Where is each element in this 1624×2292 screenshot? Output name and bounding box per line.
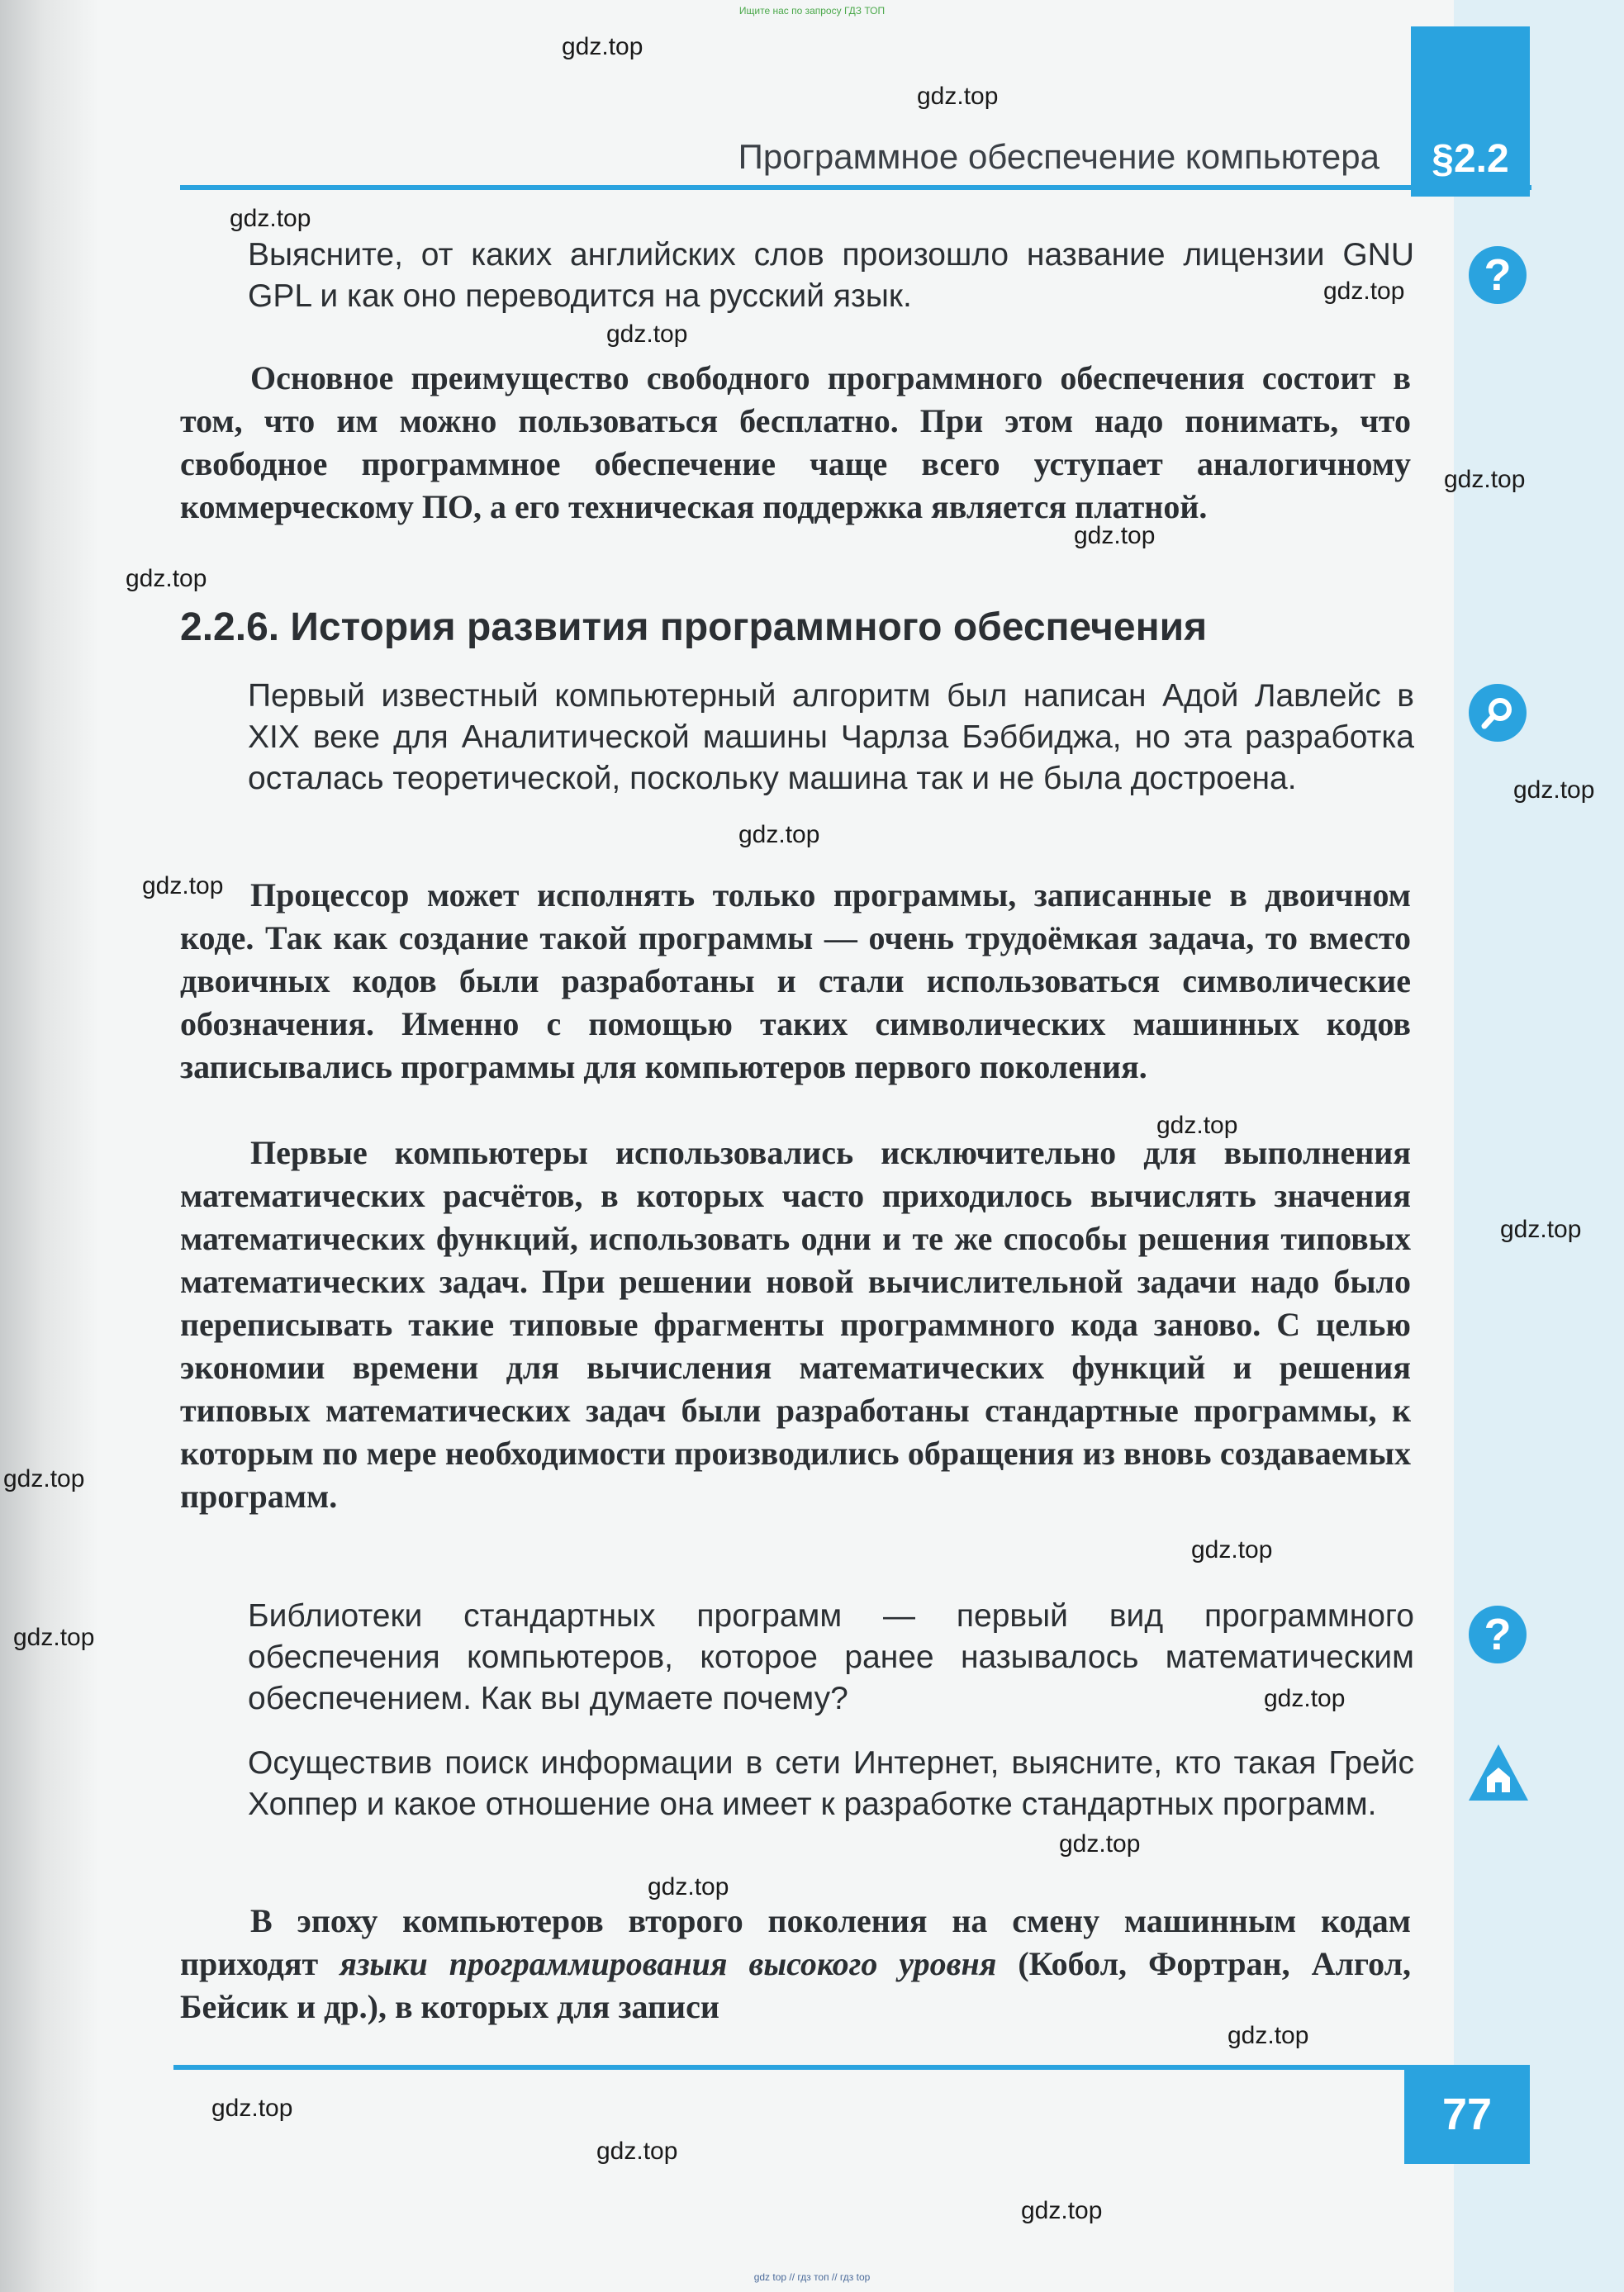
paragraph-text: Первые компьютеры использовались исключительно для выполнения математических расчётов, в которых часто приходилось вычислять значения математических функций, использовать одни и те же способы решения типовых математических задач. При решении новой вычислительной задачи надо было переписывать такие типовые фрагменты программного кода заново. С целью экономии времени для вычисления математических функций и решения типовых математических задач были разработаны стандартные программы, к которым по мере необходимости производились обращения из вновь создаваемых программ. xyxy=(180,1134,1411,1515)
page-number: 77 xyxy=(1404,2065,1530,2164)
question-block-2 xyxy=(248,1596,1414,1720)
book-spine-shadow xyxy=(0,0,99,2292)
watermark: gdz.top xyxy=(13,1624,95,1651)
text-run: В эпоху компьютеров второго поколения на смену машинным кодам приходят xyxy=(180,1902,1411,1982)
paragraph-3 xyxy=(180,1132,1411,1518)
watermark: gdz.top xyxy=(1323,278,1405,305)
watermark: gdz.top xyxy=(606,320,688,348)
watermark: gdz.top xyxy=(1059,1830,1141,1858)
watermark: gdz.top xyxy=(1227,2022,1309,2049)
running-title: Программное обеспечение компьютера xyxy=(738,137,1379,176)
watermark: gdz.top xyxy=(1074,522,1156,549)
watermark: gdz.top xyxy=(1444,466,1526,493)
homework-text: Осуществив поиск информации в сети Интернет, выясните, кто такая Грейс Хоппер и какое отношение она имеет к разработке стандартных программ. xyxy=(248,1745,1414,1822)
watermark: gdz.top xyxy=(142,872,224,899)
right-margin-band xyxy=(1454,0,1624,2292)
footer-rule xyxy=(173,2065,1421,2070)
header-rule xyxy=(180,185,1531,190)
paragraph-text: Основное преимущество свободного программного обеспечения состоит в том, что им можно пользоваться бесплатно. При этом надо понимать, что свободное программное обеспечение чаще всего уступает аналогичному коммерческому ПО, а его техническая поддержка является платной. xyxy=(180,359,1411,525)
section-tab: §2.2 xyxy=(1411,26,1530,197)
question-text: Выясните, от каких английских слов произошло название лицензии GNU GPL и как оно переводится на русский язык. xyxy=(248,237,1414,314)
watermark: gdz.top xyxy=(126,565,207,592)
magnifier-icon xyxy=(1469,684,1527,742)
watermark: gdz.top xyxy=(3,1465,85,1492)
text-run: (Кобол, Фортран, Алгол, Бейсик и др.), в которых для записи xyxy=(180,1945,1412,2025)
watermark: gdz.top xyxy=(648,1873,729,1901)
research-text: Первый известный компьютерный алгоритм был написан Адой Лавлейс в XIX веке для Аналитической машины Чарлза Бэббиджа, но эта разработка осталась теоретической, поскольку машина так и не была достроена. xyxy=(248,678,1414,796)
homework-block xyxy=(248,1743,1414,1825)
watermark: gdz.top xyxy=(1500,1216,1582,1243)
watermark: gdz.top xyxy=(1191,1536,1273,1564)
top-note: Ищите нас по запросу ГДЗ ТОП xyxy=(738,5,886,17)
home-icon xyxy=(1465,1741,1531,1804)
watermark: gdz.top xyxy=(1156,1112,1238,1139)
watermark: gdz.top xyxy=(738,821,820,848)
bottom-note: gdz top // гдз топ // гдз top xyxy=(753,2271,871,2283)
watermark: gdz.top xyxy=(230,205,311,232)
paragraph-1 xyxy=(180,357,1411,529)
section-heading: 2.2.6. История развития программного обеспечения xyxy=(180,605,1208,649)
question-icon: ? xyxy=(1469,1606,1527,1663)
paragraph-2 xyxy=(180,874,1411,1089)
watermark: gdz.top xyxy=(917,83,999,110)
magnifier-icon-shape xyxy=(1479,695,1516,731)
emphasis-text: языки программирования высокого уровня xyxy=(340,1945,997,1982)
paragraph-text: Процессор может исполнять только программы, записанные в двоичном коде. Так как создание такой программы — очень трудоёмкая задача, то вместо двоичных кодов были разработаны и стали использоваться символические обозначения. Именно с помощью таких символических машинных кодов записывались программы для компьютеров первого поколения. xyxy=(180,876,1411,1085)
paragraph-text xyxy=(180,1900,1411,2029)
watermark: gdz.top xyxy=(596,2138,678,2165)
watermark: gdz.top xyxy=(562,33,643,60)
question-block-1 xyxy=(248,235,1414,317)
paragraph-4 xyxy=(180,1900,1411,2029)
watermark: gdz.top xyxy=(1513,776,1595,804)
watermark: gdz.top xyxy=(1264,1685,1346,1712)
question-icon: ? xyxy=(1469,246,1527,304)
watermark: gdz.top xyxy=(211,2095,293,2122)
watermark: gdz.top xyxy=(1021,2197,1103,2224)
research-block xyxy=(248,676,1414,800)
question-text: Библиотеки стандартных программ — первый вид программного обеспечения компьютеров, которое ранее называлось математическим обеспечением. Как вы думаете почему? xyxy=(248,1598,1414,1716)
